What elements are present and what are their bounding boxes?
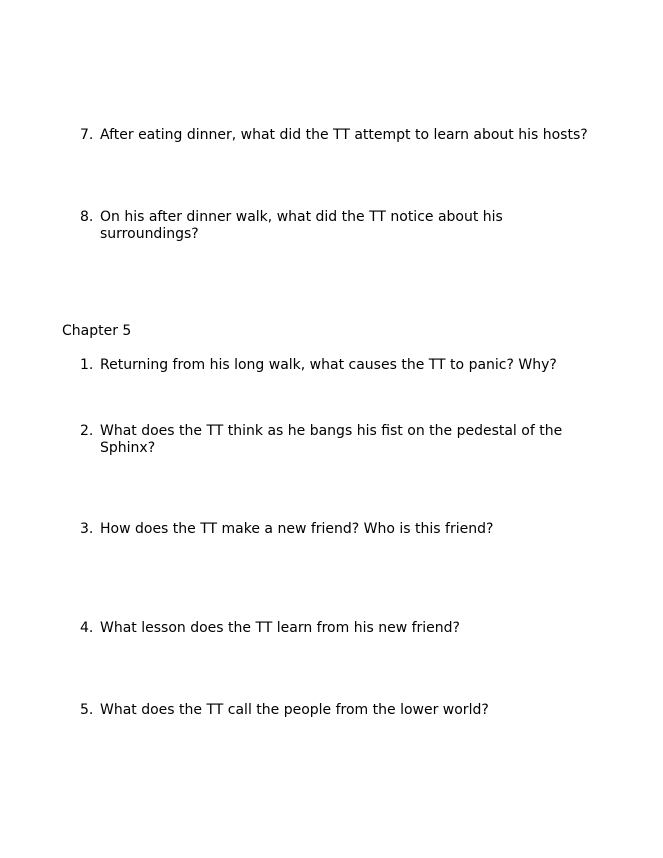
question-text: What does the TT think as he bangs his fist on the pedestal of the Sphinx? [100, 423, 563, 456]
question-item [80, 357, 600, 374]
question-item [80, 209, 600, 243]
question-number: 5. [80, 702, 94, 718]
question-item [80, 423, 600, 457]
question-number: 7. [80, 127, 94, 143]
question-number: 8. [80, 209, 94, 225]
question-text: How does the TT make a new friend? Who is this friend? [100, 521, 494, 537]
question-text: After eating dinner, what did the TT attempt to learn about his hosts? [100, 127, 588, 143]
question-number: 3. [80, 521, 94, 537]
chapter-heading: Chapter 5 [62, 323, 132, 339]
question-number: 4. [80, 620, 94, 636]
question-number: 2. [80, 423, 94, 439]
question-item [80, 702, 600, 719]
question-item [80, 521, 600, 538]
question-number: 1. [80, 357, 94, 373]
question-item [80, 620, 600, 637]
question-text: Returning from his long walk, what causes the TT to panic? Why? [100, 357, 557, 373]
question-text: What lesson does the TT learn from his new friend? [100, 620, 460, 636]
question-text: What does the TT call the people from the lower world? [100, 702, 489, 718]
question-text: On his after dinner walk, what did the TT notice about his surroundings? [100, 209, 503, 242]
question-item [80, 127, 600, 144]
